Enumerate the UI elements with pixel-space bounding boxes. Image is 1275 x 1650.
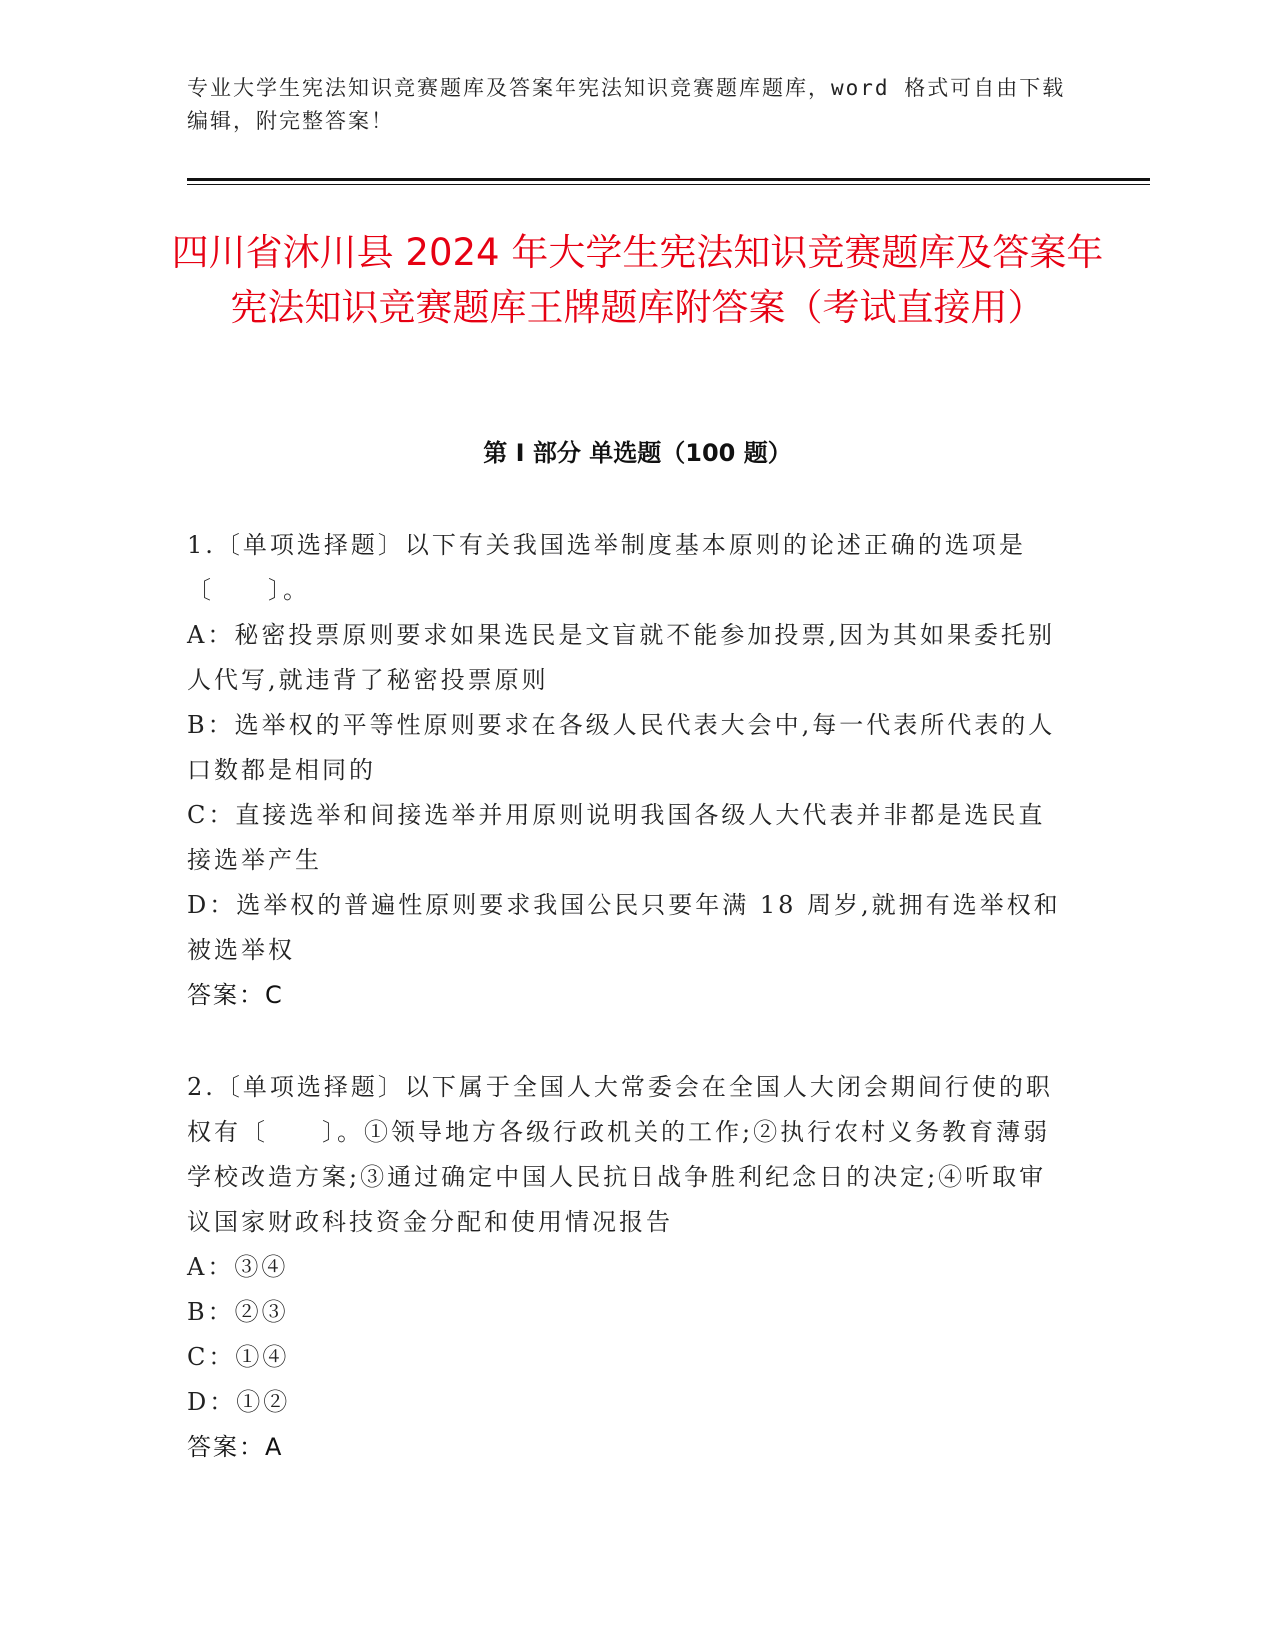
header-divider-thin <box>187 184 1150 185</box>
option-a: A：③④ <box>187 1253 289 1281</box>
option-c: C：直接选举和间接选举并用原则说明我国各级人大代表并非都是选民直接选举产生 <box>187 801 1046 874</box>
option-c: C：①④ <box>187 1343 290 1371</box>
option-d: D：①② <box>187 1388 291 1416</box>
option-b: B：②③ <box>187 1298 289 1326</box>
header-divider-thick <box>187 178 1150 181</box>
answer-label: 答案：C <box>187 981 284 1009</box>
section-heading: 第 I 部分 单选题（100 题） <box>483 439 792 467</box>
option-b: B：选举权的平等性原则要求在各级人民代表大会中,每一代表所代表的人口数都是相同的 <box>187 711 1056 784</box>
option-a: A：秘密投票原则要求如果选民是文盲就不能参加投票,因为其如果委托别人代写,就违背了秘密投票原则 <box>187 621 1055 694</box>
question-1 <box>187 523 1067 1018</box>
answer-label: 答案：A <box>187 1433 284 1461</box>
question-stem: 1.〔单项选择题〕以下有关我国选举制度基本原则的论述正确的选项是〔 〕。 <box>187 531 1026 604</box>
option-d: D：选举权的普遍性原则要求我国公民只要年满 18 周岁,就拥有选举权和被选举权 <box>187 891 1061 964</box>
question-2 <box>187 1065 1067 1470</box>
question-stem: 2.〔单项选择题〕以下属于全国人大常委会在全国人大闭会期间行使的职权有〔 〕。①领导地方各级行政机关的工作;②执行农村义务教育薄弱学校改造方案;③通过确定中国人民抗日战争胜利纪念日的决定;④听取审议国家财政科技资金分配和使用情况报告 <box>187 1073 1053 1236</box>
document-title: 四川省沐川县 2024 年大学生宪法知识竞赛题库及答案年宪法知识竞赛题库王牌题库附答案（考试直接用） <box>171 231 1104 329</box>
header-note: 专业大学生宪法知识竞赛题库及答案年宪法知识竞赛题库题库，word 格式可自由下载编辑，附完整答案！ <box>187 76 1066 133</box>
